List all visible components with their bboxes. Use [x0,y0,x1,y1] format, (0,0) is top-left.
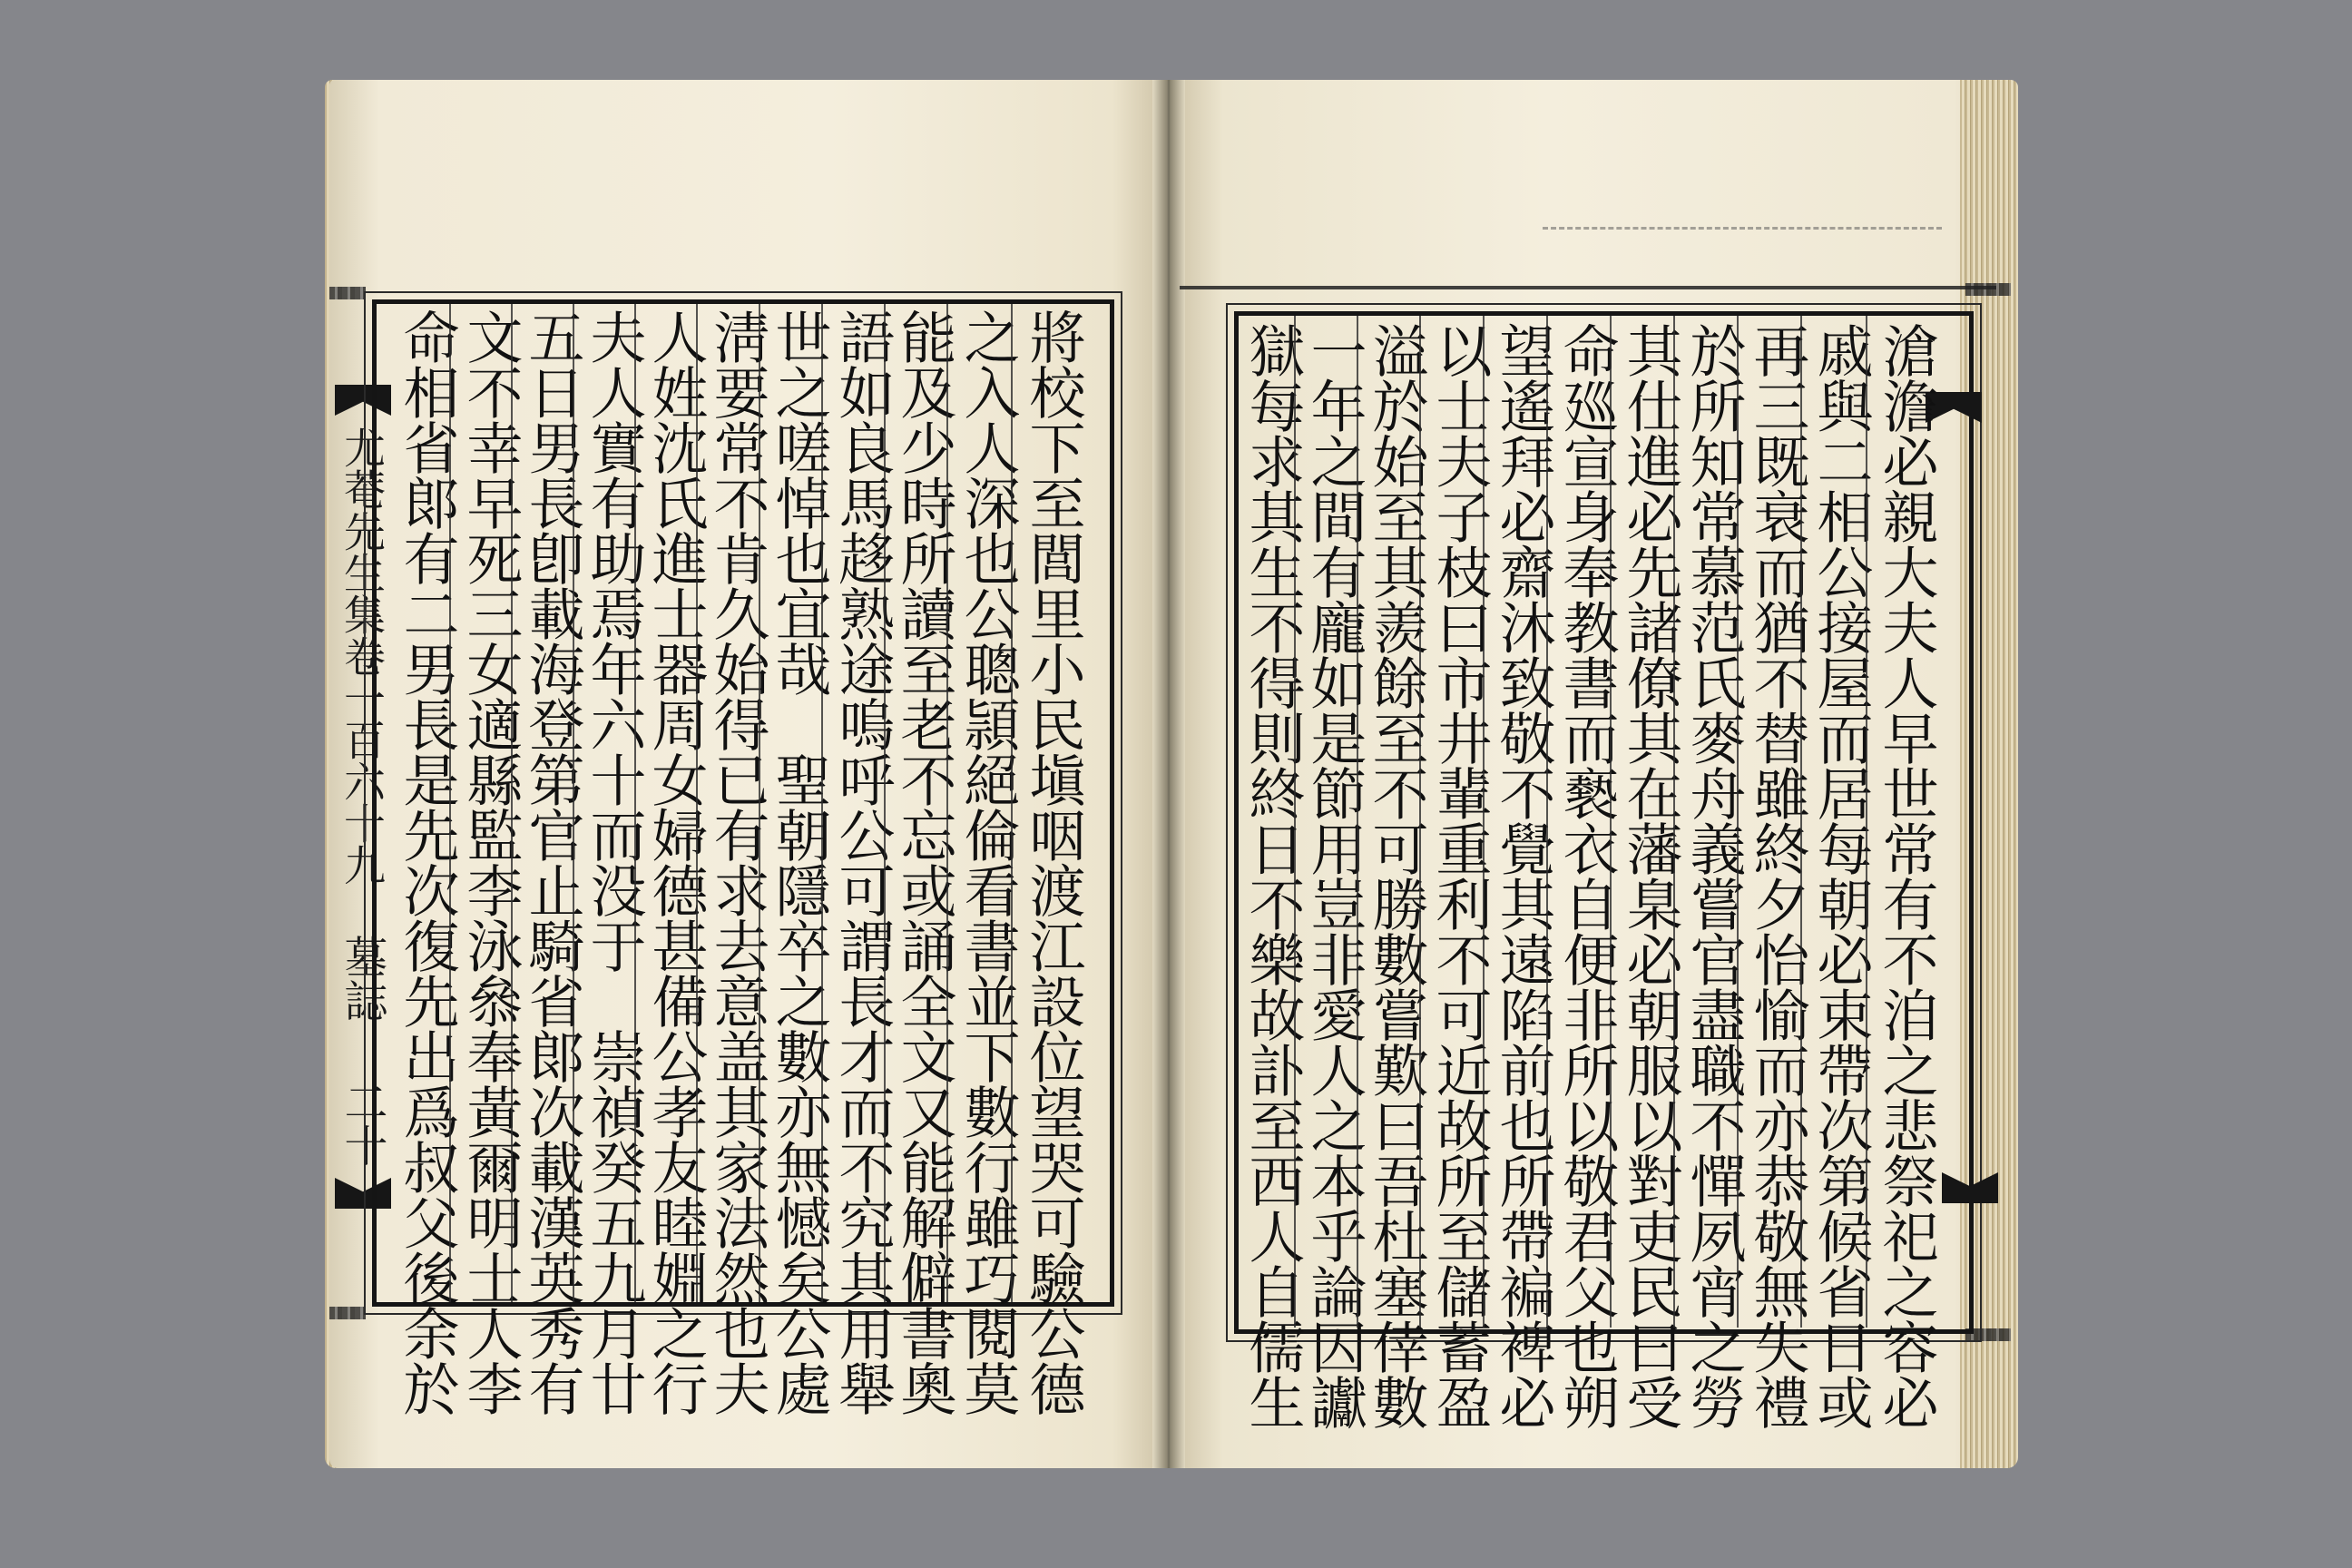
top-border-line [1180,286,1996,289]
text-column: 將校下至閭里小民塡咽渡江設位望哭可驗公德 [1020,309,1086,1416]
text-column: 語如良馬趍熟途嗚呼公可謂長才而不究其用舉 [829,309,896,1416]
text-column: 望遙拜必齋沐致敬不覺其遠陷前也所帶褊裨必 [1490,322,1556,1429]
text-column: 溢於始至其羨餘至不可勝數嘗歎曰吾杜塞倖數 [1363,322,1429,1429]
page-number-marginal: 二十 [337,1080,387,1167]
column-rule [1610,316,1612,1328]
column-rule [634,304,636,1302]
book-title-marginal: 尤菴先生集卷一百六十九 [338,426,387,886]
column-rule [1800,316,1802,1328]
column-rule [696,304,698,1302]
text-column: 命相省郞有二男長是先次復先出爲叔父後余於 [394,309,460,1416]
section-marginal: 墓誌 [337,935,387,1022]
text-column: 滄澹必親大夫人早世常有不洎之悲祭祀之容必 [1873,322,1939,1429]
column-rule [946,304,948,1302]
column-rule [511,304,513,1302]
text-column: 世之嗟悼也宜哉 聖朝隱卒之數亦無憾矣公處 [766,309,832,1416]
text-column: 獄每求其生不得則終日不樂故訃至西人自儒生 [1240,322,1306,1429]
column-rule [1357,316,1358,1328]
column-rule [759,304,760,1302]
text-column: 戚與二相公接屋而居每朝必束帶次第候省日或 [1808,322,1874,1429]
binding-band [329,287,366,299]
column-rule [1011,304,1013,1302]
text-column: 再三既衰而猶不替雖終夕怡愉而亦恭敬無失禮 [1744,322,1810,1429]
column-rule [884,304,886,1302]
column-rule [1294,316,1296,1328]
column-rule [1419,316,1421,1328]
text-column: 夫人實有助焉年六十而没于 崇禎癸五九月廿 [581,309,647,1416]
column-rule [1483,316,1485,1328]
column-rule [449,304,451,1302]
text-column: 五日男長卽載海登第官止騎省郞次載漢英秀有 [519,309,585,1416]
text-column: 文不幸早死三女適縣監李泳叅奉黃爾明士人李 [457,309,524,1416]
text-column: 能及少時所讀至老不忘或誦全文又能解僻書奧 [891,309,957,1416]
column-rule [1866,316,1867,1328]
text-column: 於所知常慕范氏麥舟義嘗官盡職不憚夙宵之勞 [1681,322,1747,1429]
text-column: 人姓沈氏進士器周女婦德甚備公孝友睦婣之行 [642,309,709,1416]
text-column: 命廵宣身奉教書而褻衣自便非所以敬君父也朔 [1553,322,1620,1429]
text-column: 淸要常不肯久始得已有求去意盖其家法然也夫 [704,309,770,1416]
text-column: 一年之間有龐如是節用豈非愛人之本乎論囚讞 [1301,322,1367,1429]
text-column: 其仕進必先諸僚其在藩臬必朝服以對吏民曰受 [1617,322,1683,1429]
column-rule [573,304,574,1302]
text-column: 以士夫子枝曰市井輩重利不可近故所至儲蓄盈 [1426,322,1493,1429]
column-rule [1673,316,1675,1328]
column-rule [1737,316,1739,1328]
text-column: 之入人深也公聰頴絕倫看書並下數行雖巧閱莫 [955,309,1021,1416]
faint-top-rule [1543,227,1942,230]
column-rule [821,304,823,1302]
column-rule [1546,316,1548,1328]
binding-band [329,1307,366,1319]
